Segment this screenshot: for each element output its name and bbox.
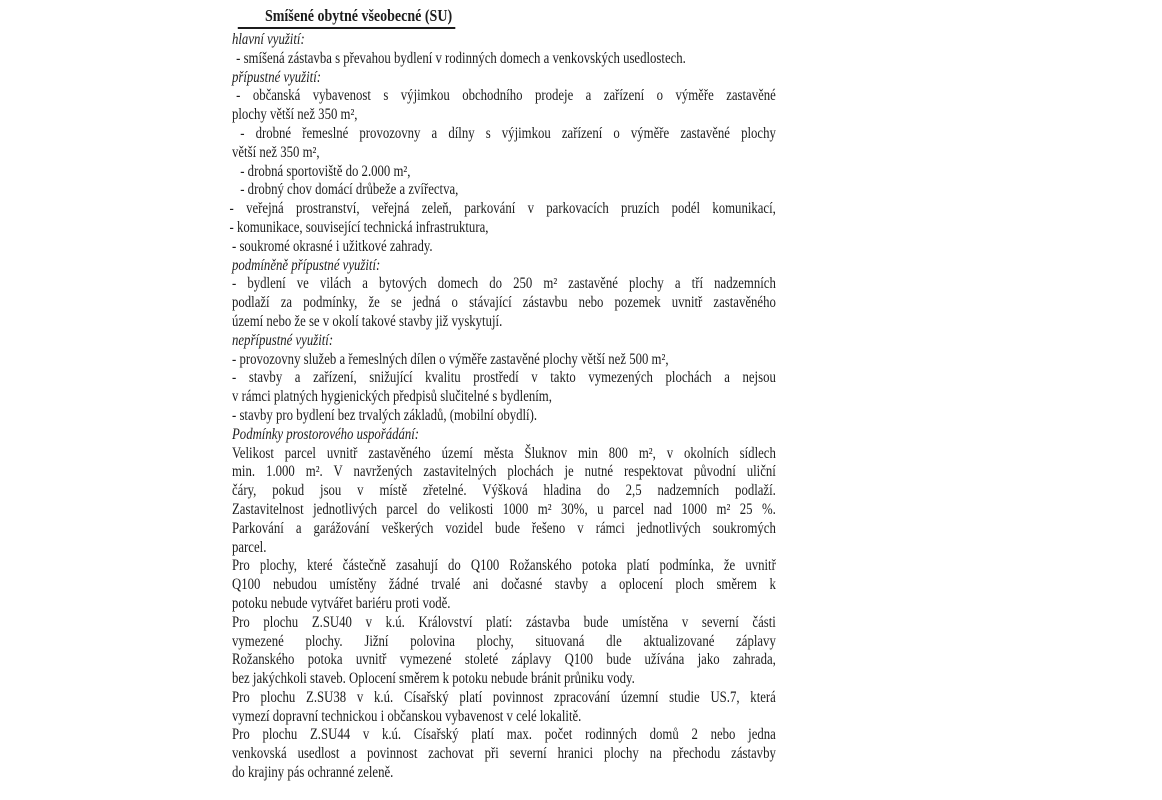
text-line: - smíšená zástavba s převahou bydlení v rodinných domech a venkovských usedlostech. xyxy=(236,49,686,67)
document-title xyxy=(238,6,776,29)
text-line: Podmínky prostorového uspořádání: xyxy=(232,425,420,443)
text-line: čáry, pokud jsou v místě zřetelné. Výšková hladina do 2,5 nadzemních podlaží. xyxy=(232,482,776,500)
text-line: - provozovny služeb a řemeslných dílen o výměře zastavěné plochy větší než 500 m², xyxy=(232,350,669,368)
text-line: Q100 nebudou umístěny žádné trvalé ani dočasné stavby a oplocení ploch směrem k xyxy=(232,576,776,594)
text-line: Parkování a garážování veškerých vozidel bude řešeno v rámci jednotlivých soukromých xyxy=(232,519,776,537)
text-line: - drobný chov domácí drůbeže a zvířectva, xyxy=(240,181,459,199)
text-line: Pro plochu Z.SU38 v k.ú. Císařský platí povinnost zpracování územní studie US.7, která xyxy=(232,688,776,706)
title-text: Smíšené obytné všeobecné (SU) xyxy=(264,6,453,25)
text-line: Velikost parcel uvnitř zastavěného území města Šluknov min 800 m², v okolních sídlech xyxy=(232,444,776,462)
text-line: přípustné využití: xyxy=(232,68,322,86)
text-line: do krajiny pás ochranné zeleně. xyxy=(232,764,394,782)
text-line: vymezené plochy. Jižní polovina plochy, situovaná dle aktualizované záplavy xyxy=(232,632,776,650)
text-line: nepřípustné využití: xyxy=(232,331,334,349)
text-line: bez jakýchkoli staveb. Oplocení směrem k potoku nebude bránit průniku vody. xyxy=(232,670,635,688)
text-line: - stavby pro bydlení bez trvalých základů, (mobilní obydlí). xyxy=(232,406,538,424)
text-line: potoku nebude vytvářet bariéru proti vodě. xyxy=(232,594,451,612)
text-line: Pro plochu Z.SU44 v k.ú. Císařský platí max. počet rodinných domů 2 nebo jedna xyxy=(232,726,776,744)
title-underline xyxy=(238,6,456,29)
text-line: - komunikace, související technická infrastruktura, xyxy=(229,218,489,236)
text-line: - drobná sportoviště do 2.000 m², xyxy=(240,162,411,180)
text-line: vymezí dopravní technickou i občanskou vybavenost v celé lokalitě. xyxy=(232,707,582,725)
text-line: - drobné řemeslné provozovny a dílny s výjimkou zařízení o výměře zastavěné plochy xyxy=(240,124,776,142)
text-line: Rožanského potoka uvnitř vymezené stoleté záplavy Q100 bude užívána jako zahrada, xyxy=(232,651,776,669)
text-line: hlavní využití: xyxy=(232,31,305,48)
text-line: parcel. xyxy=(232,538,267,556)
text-line: - stavby a zařízení, snižující kvalitu prostředí v takto vymezených plochách a nejsou xyxy=(232,369,776,387)
text-line: Zastavitelnost jednotlivých parcel do velikosti 1000 m² 30%, u parcel nad 1000 m² 25 %. xyxy=(232,500,776,518)
document-text xyxy=(229,6,776,783)
text-line: plochy větší než 350 m², xyxy=(232,106,358,124)
text-line: podlaží za podmínky, že se jedná o stávající zástavbu nebo pozemek uvnitř zastavěného xyxy=(232,294,776,312)
text-line: - soukromé okrasné i užitkové zahrady. xyxy=(232,237,433,255)
text-line: min. 1.000 m². V navržených zastavitelných plochách je nutné respektovat původní uliční xyxy=(232,463,776,481)
text-line: Pro plochy, které částečně zasahují do Q100 Rožanského potoka platí podmínka, že uvnitř xyxy=(232,557,776,575)
text-line: - občanská vybavenost s výjimkou obchodního prodeje a zařízení o výměře zastavěné xyxy=(236,87,776,105)
text-line: venkovská usedlost a povinnost zachovat při severní hranici plochy na přechodu zástavby xyxy=(232,745,776,763)
text-line: území nebo že se v okolí takové stavby již vyskytují. xyxy=(232,312,503,330)
text-line: - bydlení ve vilách a bytových domech do 250 m² zastavěné plochy a tří nadzemních xyxy=(232,275,776,293)
document-lines xyxy=(229,31,776,783)
text-line: - veřejná prostranství, veřejná zeleň, parkování v parkovacích pruzích podél komunikací, xyxy=(229,200,776,218)
text-line: v rámci platných hygienických předpisů slučitelné s bydlením, xyxy=(232,388,552,406)
text-line: podmíněně přípustné využití: xyxy=(232,256,381,274)
text-line: větší než 350 m², xyxy=(232,143,320,161)
text-line: Pro plochu Z.SU40 v k.ú. Království platí: zástavba bude umístěna v severní části xyxy=(232,613,776,631)
